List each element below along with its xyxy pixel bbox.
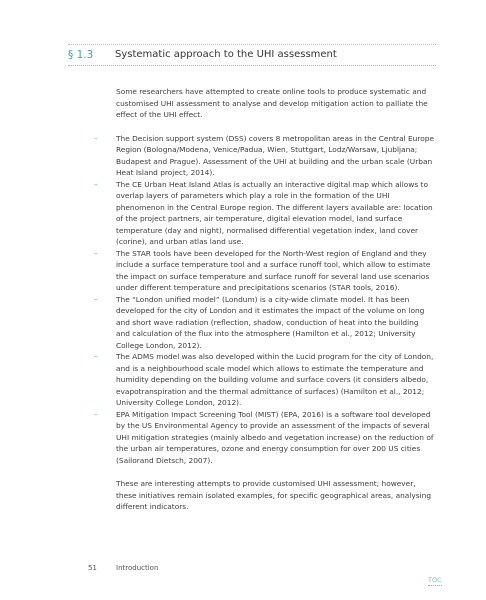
list-item <box>94 133 435 179</box>
list-item-text: The “London unified model” (Londum) is a city-wide climate model. It has been developed for the city of London and it estimates the impact of the volume on long and short wave radiation (reflection, shadow, conduction of heat into the building and calculation of the flux into the atmosphere (Hamilton et al., 2012; University College London, 2012). <box>116 294 425 350</box>
list-item-text: The CE Urban Heat Island Atlas is actually an interactive digital map which allows to overlap layers of parameters which play a role in the formation of the UHI phenomenon in the Central Europe region. The different layers available are: location of the project partners, air temperature, digital elevation model, land surface temperature (day and night), normalised differential vegetation index, land cover (corine), and urban atlas land use. <box>116 179 433 246</box>
list-item <box>94 179 434 248</box>
list-item-text: The ADMS model was also developed within the Lucid program for the city of London, and is a neighbourhood scale model which allows to estimate the temperature and humidity depending on the building volume and surface covers (it considers albedo, evapotranspiration and the thermal admittance of surfaces) (Hamilton et al., 2012; University College London, 2012). <box>116 352 434 407</box>
list-item-text: The Decision support system (DSS) covers 8 metropolitan areas in the Central Europe Region (Bologna/Modena, Venice/Padua, Wien, Stuttgart, Lodz/Warsaw, Ljubljana; Budapest and Prague). Assessment of the UHI at building and the urban scale (Urban Heat Island project, 2014). <box>116 133 435 177</box>
list-item <box>94 294 434 352</box>
bullet-dash: – <box>94 294 98 304</box>
body-content <box>94 86 435 525</box>
toc-link[interactable]: TOC <box>428 576 442 584</box>
section-title: Systematic approach to the UHI assessment <box>115 49 337 60</box>
page-number: 51 <box>88 564 97 572</box>
conclusion-paragraph: These are interesting attempts to provide customised UHI assessment; however, these initiatives remain isolated examples, for specific geographical areas, analysing different indicators. <box>116 479 432 511</box>
footer-section-label: Introduction <box>116 564 159 572</box>
list-item-text: EPA Mitigation Impact Screening Tool (MIST) (EPA, 2016) is a software tool developed by the US Environmental Agency to provide an assessment of the impacts of several UHI mitigation strategies (mainly albedo and vegetation increase) on the reduction of the urban air temperatures, ozone and energy consumption for over 200 US cities (Sailorand Dietsch, 2007). <box>116 409 434 465</box>
bullet-dash: – <box>94 248 98 258</box>
list-item <box>94 351 434 409</box>
list-item <box>94 248 434 294</box>
section-number: § 1.3 <box>68 49 94 61</box>
bullet-dash: – <box>94 133 98 143</box>
bullet-dash: – <box>94 352 98 361</box>
list-item-text: The STAR tools have been developed for the North-West region of England and they include a surface temperature tool and a surface runoff tool, which allow to estimate the impact on surface temperature and surface runoff for several land use scenarios under different temperature and precipitations scenarios (STAR tools, 2016). <box>116 248 431 292</box>
tool-list <box>94 133 435 467</box>
intro-paragraph: Some researchers have attempted to create online tools to produce systematic and customised UHI assessment to analyse and develop mitigation action to palliate the effect of the UHI effect. <box>116 87 428 119</box>
bullet-dash: – <box>94 409 98 419</box>
header-rule-top <box>68 44 436 45</box>
header-rule-bottom <box>68 65 436 66</box>
bullet-dash: – <box>94 179 98 189</box>
list-item <box>94 409 434 467</box>
section-header <box>68 49 436 63</box>
